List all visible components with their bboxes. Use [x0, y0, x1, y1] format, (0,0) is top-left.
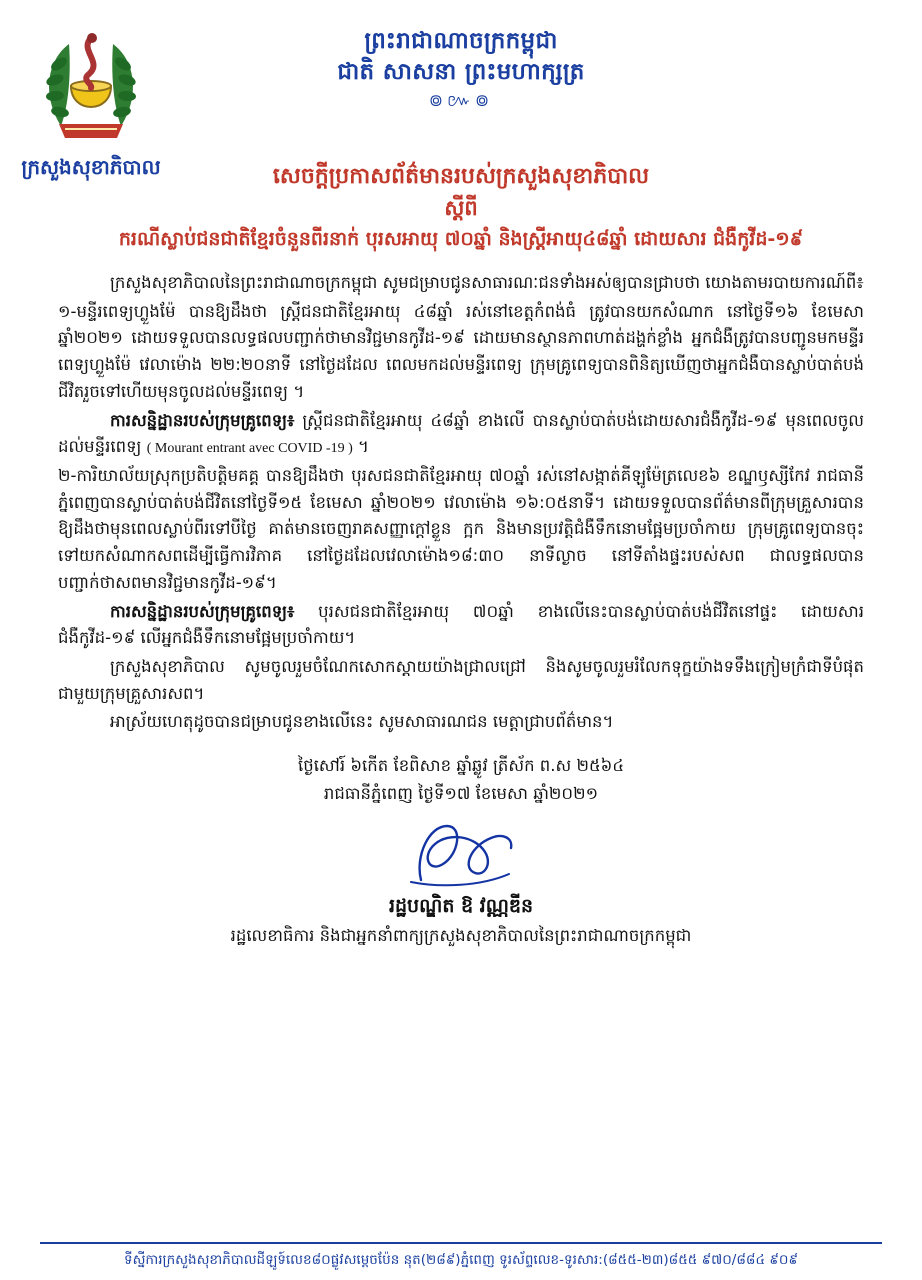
document-header [58, 26, 864, 115]
condolence-paragraph: ក្រសួងសុខាភិបាល សូមចូលរួមចំណែកសោកស្តាយយ៉ាងជ្រាលជ្រៅ និងសូមចូលរួមរំលែកទុក្ខយ៉ាងទទឹងក្រៀមក្រំជាទីបំផុតជាមួយក្រុមគ្រួសារសព។ [58, 656, 864, 703]
kingdom-title-line2: ជាតិ សាសនា ព្រះមហាក្សត្រ [337, 59, 585, 86]
buddhist-date-line: ថ្ងៃសៅរ៍ ៦កើត ខែពិសាខ ឆ្នាំឆ្លូវ ត្រីស័ក ព.ស ២៥៦៤ [297, 756, 625, 776]
kingdom-title-line1: ព្រះរាជាណាចក្រកម្ពុជា [364, 28, 558, 54]
item-2-conclusion [58, 599, 864, 652]
footer-contact-text: ទីស្នីការក្រសួងសុខាភិបាលដីឡូទ៍លេខ៨០ផ្លូវសម្តេចប៉ែន នុត(២៨៩)ភ្នំពេញ ទូរស័ព្ទលេខ-ទូរសារ:(៨៥៥-២៣)៨៥៥ ៩៧០/៨៨៤ ៩០៩ [124, 1252, 798, 1269]
item-1-conclusion-end: ។ [358, 437, 369, 457]
page-title: សេចក្តីប្រកាសព័ត៌មានរបស់ក្រសួងសុខាភិបាល [272, 164, 650, 190]
item-1-conclusion-label: ការសន្និដ្ឋានរបស់ក្រុមគ្រូពេទ្យ៖ [110, 410, 295, 430]
item-1-paragraph: ១-មន្ទីរពេទ្យហ្លួងម៉ែ បានឱ្យដឹងថា ស្ត្រីជនជាតិខ្មែរអាយុ ៤៨ឆ្នាំ រស់នៅខេត្តកំពង់ធំ ត្រូវបានយកសំណាក នៅថ្ងៃទី១៦ ខែមេសា ឆ្នាំ២០២១ ដោយទទួលបានលទ្ធផលបញ្ជាក់ថាមានវិជ្ជមានកូវីដ-១៩ ដោយមានស្ថានភាពហាត់ដង្ហក់ខ្លាំង អ្នកជំងឺត្រូវបានបញ្ជូនមកមន្ទីរពេទ្យហ្លួងម៉ែ វេលាម៉ោង ២២:២០នាទី នៅថ្ងៃដដែល ពេលមកដល់មន្ទីរពេទ្យ ក្រុមគ្រូពេទ្យបានពិនិត្យឃើញថាអ្នកជំងឺបានស្លាប់បាត់បង់ជីវិតរួចទៅហើយមុនចូលដល់មន្ទីរពេទ្យ ។ [58, 301, 864, 401]
item-1-conclusion-text: ស្ត្រីជនជាតិខ្មែរអាយុ ៤៨ឆ្នាំ ខាងលើ បានស្លាប់បាត់បង់ដោយសារជំងឺកូវីដ-១៩ មុនពេលចូលដល់មន្ទីរពេទ្យ [58, 410, 865, 457]
date-block [58, 752, 864, 808]
title-block [58, 161, 864, 254]
closing-paragraph: អាស្រ័យហេតុដូចបានជម្រាបជូនខាងលើនេះ សូមសាធារណជន មេត្តាជ្រាបព័ត៌មាន។ [110, 712, 614, 732]
document-body [58, 270, 864, 736]
signer-name: រដ្ឋបណ្ឌិត ឱ វណ្ណឌីន [388, 895, 534, 918]
ornament-divider: ៙៚៙ [428, 91, 494, 112]
intro-paragraph: ក្រសួងសុខាភិបាលនៃព្រះរាជាណាចក្រកម្ពុជា សូមជម្រាបជូនសាធារណៈជនទាំងអស់ឲ្យបានជ្រាបថា យោងតាមរបាយការណ៍ពី៖ [110, 272, 864, 292]
title-topic: ករណីស្លាប់ជនជាតិខ្មែរចំនួនពីរនាក់ បុរសអាយុ ៧០ឆ្នាំ និងស្ត្រីអាយុ៤៨ឆ្នាំ ដោយសារ ជំងឺកូវីដ-១៩ [118, 228, 804, 251]
title-subject-word: ស្តីពី [444, 195, 478, 220]
signature-block [58, 816, 864, 950]
item-1-conclusion [58, 408, 864, 461]
item-1-conclusion-latin: ( Mourant entrant avec COVID -19 ) [146, 441, 353, 457]
footer-divider [40, 1242, 882, 1244]
item-2-paragraph: ២-ការិយាល័យស្រុកប្រតិបត្តិមគគ្គ បានឱ្យដឹងថា បុរសជនជាតិខ្មែរអាយុ ៧០ឆ្នាំ រស់នៅសង្កាត់គីឡូម៉ែត្រលេខ៦ ខណ្ឌឫស្សីកែវ រាជធានីភ្នំពេញបានស្លាប់បាត់បង់ជីវិតនៅថ្ងៃទី១៥ ខែមេសា ឆ្នាំ២០២១ វេលាម៉ោង ១៦:០៥នាទី។ ដោយទទួលបានព័ត៌មានពីក្រុមគ្រួសារបានឱ្យដឹងថាមុនពេលស្លាប់ពីរទៅបីថ្ងៃ គាត់មានចេញរាគសញ្ញាក្តៅខ្លួន ក្អក និងមានប្រវត្តិជំងឺទឹកនោមផ្អែមប្រចាំកាយ ក្រុមគ្រូពេទ្យបានចុះទៅយកសំណាកសពដើម្បីធ្វើការវិភាគ នៅថ្ងៃដដែលវេលាម៉ោង១៨:៣០ នាទីល្ងាច នៅទីតាំងផ្ទះរបស់សព ជាលទ្ធផលបានបញ្ជាក់ថាសពមានវិជ្ជមានកូវីដ-១៩។ [58, 465, 864, 592]
gregorian-date-line: រាជធានីភ្នំពេញ ថ្ងៃទី១៧ ខែមេសា ឆ្នាំ២០២១ [323, 784, 599, 804]
item-2-conclusion-label: ការសន្និដ្ឋានរបស់ក្រុមគ្រូពេទ្យ៖ [110, 601, 295, 621]
ministry-label: ក្រសួងសុខាភិបាល [21, 155, 161, 179]
document-footer [0, 1234, 922, 1280]
signer-title: រដ្ឋលេខាធិការ និងជាអ្នកនាំពាក្យក្រសួងសុខាភិបាលនៃព្រះរាជាណាចក្រកម្ពុជា [230, 926, 692, 946]
item-2-conclusion-text: បុរសជនជាតិខ្មែរអាយុ ៧០ឆ្នាំ ខាងលើនេះបានស្លាប់បាត់បង់ជីវិតនៅផ្ទះ ដោយសារជំងឺកូវីដ-១៩ លើអ្នកជំងឺទឹកនោមផ្អែមប្រចាំកាយ។ [58, 601, 864, 648]
handwritten-signature [58, 816, 864, 892]
